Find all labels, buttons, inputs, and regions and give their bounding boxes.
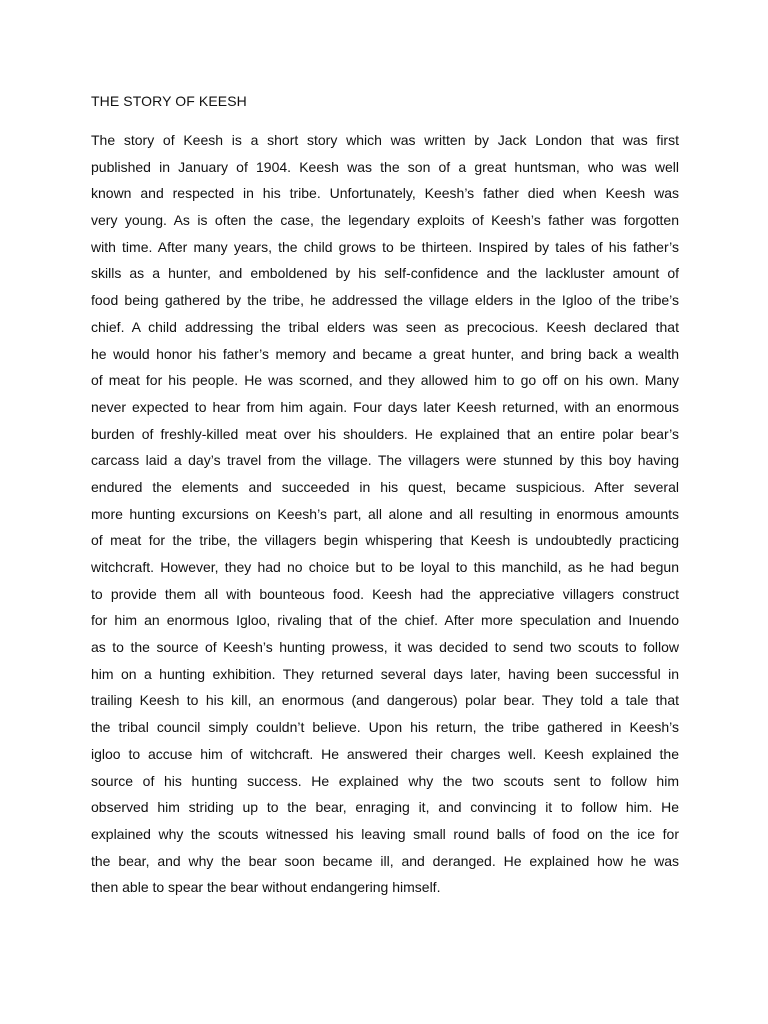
paragraph-line: he would honor his father’s memory and became a great hunter, and bring back a wealth	[91, 345, 679, 362]
paragraph-line: endured the elements and succeeded in his quest, became suspicious. After several	[91, 478, 679, 495]
paragraph-line: to provide them all with bounteous food. Keesh had the appreciative villagers construct	[91, 585, 679, 602]
paragraph-line: the bear, and why the bear soon became ill, and deranged. He explained how he was	[91, 852, 679, 869]
paragraph-line: then able to spear the bear without endangering himself.	[91, 879, 441, 896]
paragraph-line: burden of freshly-killed meat over his shoulders. He explained that an entire polar bear’s	[91, 425, 679, 442]
paragraph-line: for him an enormous Igloo, rivaling that of the chief. After more speculation and Inuendo	[91, 612, 679, 629]
paragraph-line: witchcraft. However, they had no choice but to be loyal to this manchild, as he had begun	[91, 559, 679, 575]
paragraph-line: with time. After many years, the child grows to be thirteen. Inspired by tales of his father’s	[91, 238, 679, 255]
paragraph-line: source of his hunting success. He explained why the two scouts sent to follow him	[91, 772, 679, 789]
paragraph-line: observed him striding up to the bear, enraging it, and convincing it to follow him. He	[91, 799, 679, 816]
paragraph-line: chief. A child addressing the tribal elders was seen as precocious. Keesh declared that	[91, 318, 679, 335]
paragraph-line: igloo to accuse him of witchcraft. He answered their charges well. Keesh explained the	[91, 745, 679, 762]
paragraph-line: published in January of 1904. Keesh was the son of a great huntsman, who was well	[91, 158, 679, 175]
paragraph-line: more hunting excursions on Keesh’s part, all alone and all resulting in enormous amounts	[91, 505, 679, 522]
paragraph-line: trailing Keesh to his kill, an enormous (and dangerous) polar bear. They told a tale that	[91, 692, 679, 709]
paragraph-line: explained why the scouts witnessed his leaving small round balls of food on the ice for	[91, 825, 679, 842]
paragraph-line: very young. As is often the case, the legendary exploits of Keesh’s father was forgotten	[91, 212, 679, 229]
paragraph-line: The story of Keesh is a short story which was written by Jack London that was first	[91, 132, 679, 148]
paragraph-line: skills as a hunter, and emboldened by his self-confidence and the lackluster amount of	[91, 265, 679, 282]
paragraph-line: carcass laid a day’s travel from the village. The villagers were stunned by this boy having	[91, 452, 679, 469]
paragraph-line: never expected to hear from him again. Four days later Keesh returned, with an enormous	[91, 398, 679, 415]
paragraph-line: the tribal council simply couldn’t believe. Upon his return, the tribe gathered in Keesh’s	[91, 719, 679, 736]
story-paragraph	[91, 127, 679, 901]
paragraph-line: of meat for his people. He was scorned, and they allowed him to go off on his own. Many	[91, 372, 679, 389]
paragraph-line: as to the source of Keesh’s hunting prowess, it was decided to send two scouts to follow	[91, 639, 679, 656]
paragraph-line: known and respected in his tribe. Unfortunately, Keesh’s father died when Keesh was	[91, 185, 679, 202]
paragraph-line: of meat for the tribe, the villagers begin whispering that Keesh is undoubtedly practicing	[91, 532, 679, 549]
paragraph-line: food being gathered by the tribe, he addressed the village elders in the Igloo of the tribe’s	[91, 292, 679, 309]
paragraph-line: him on a hunting exhibition. They returned several days later, having been successful in	[91, 665, 679, 682]
document-title: THE STORY OF KEESH	[91, 93, 247, 109]
